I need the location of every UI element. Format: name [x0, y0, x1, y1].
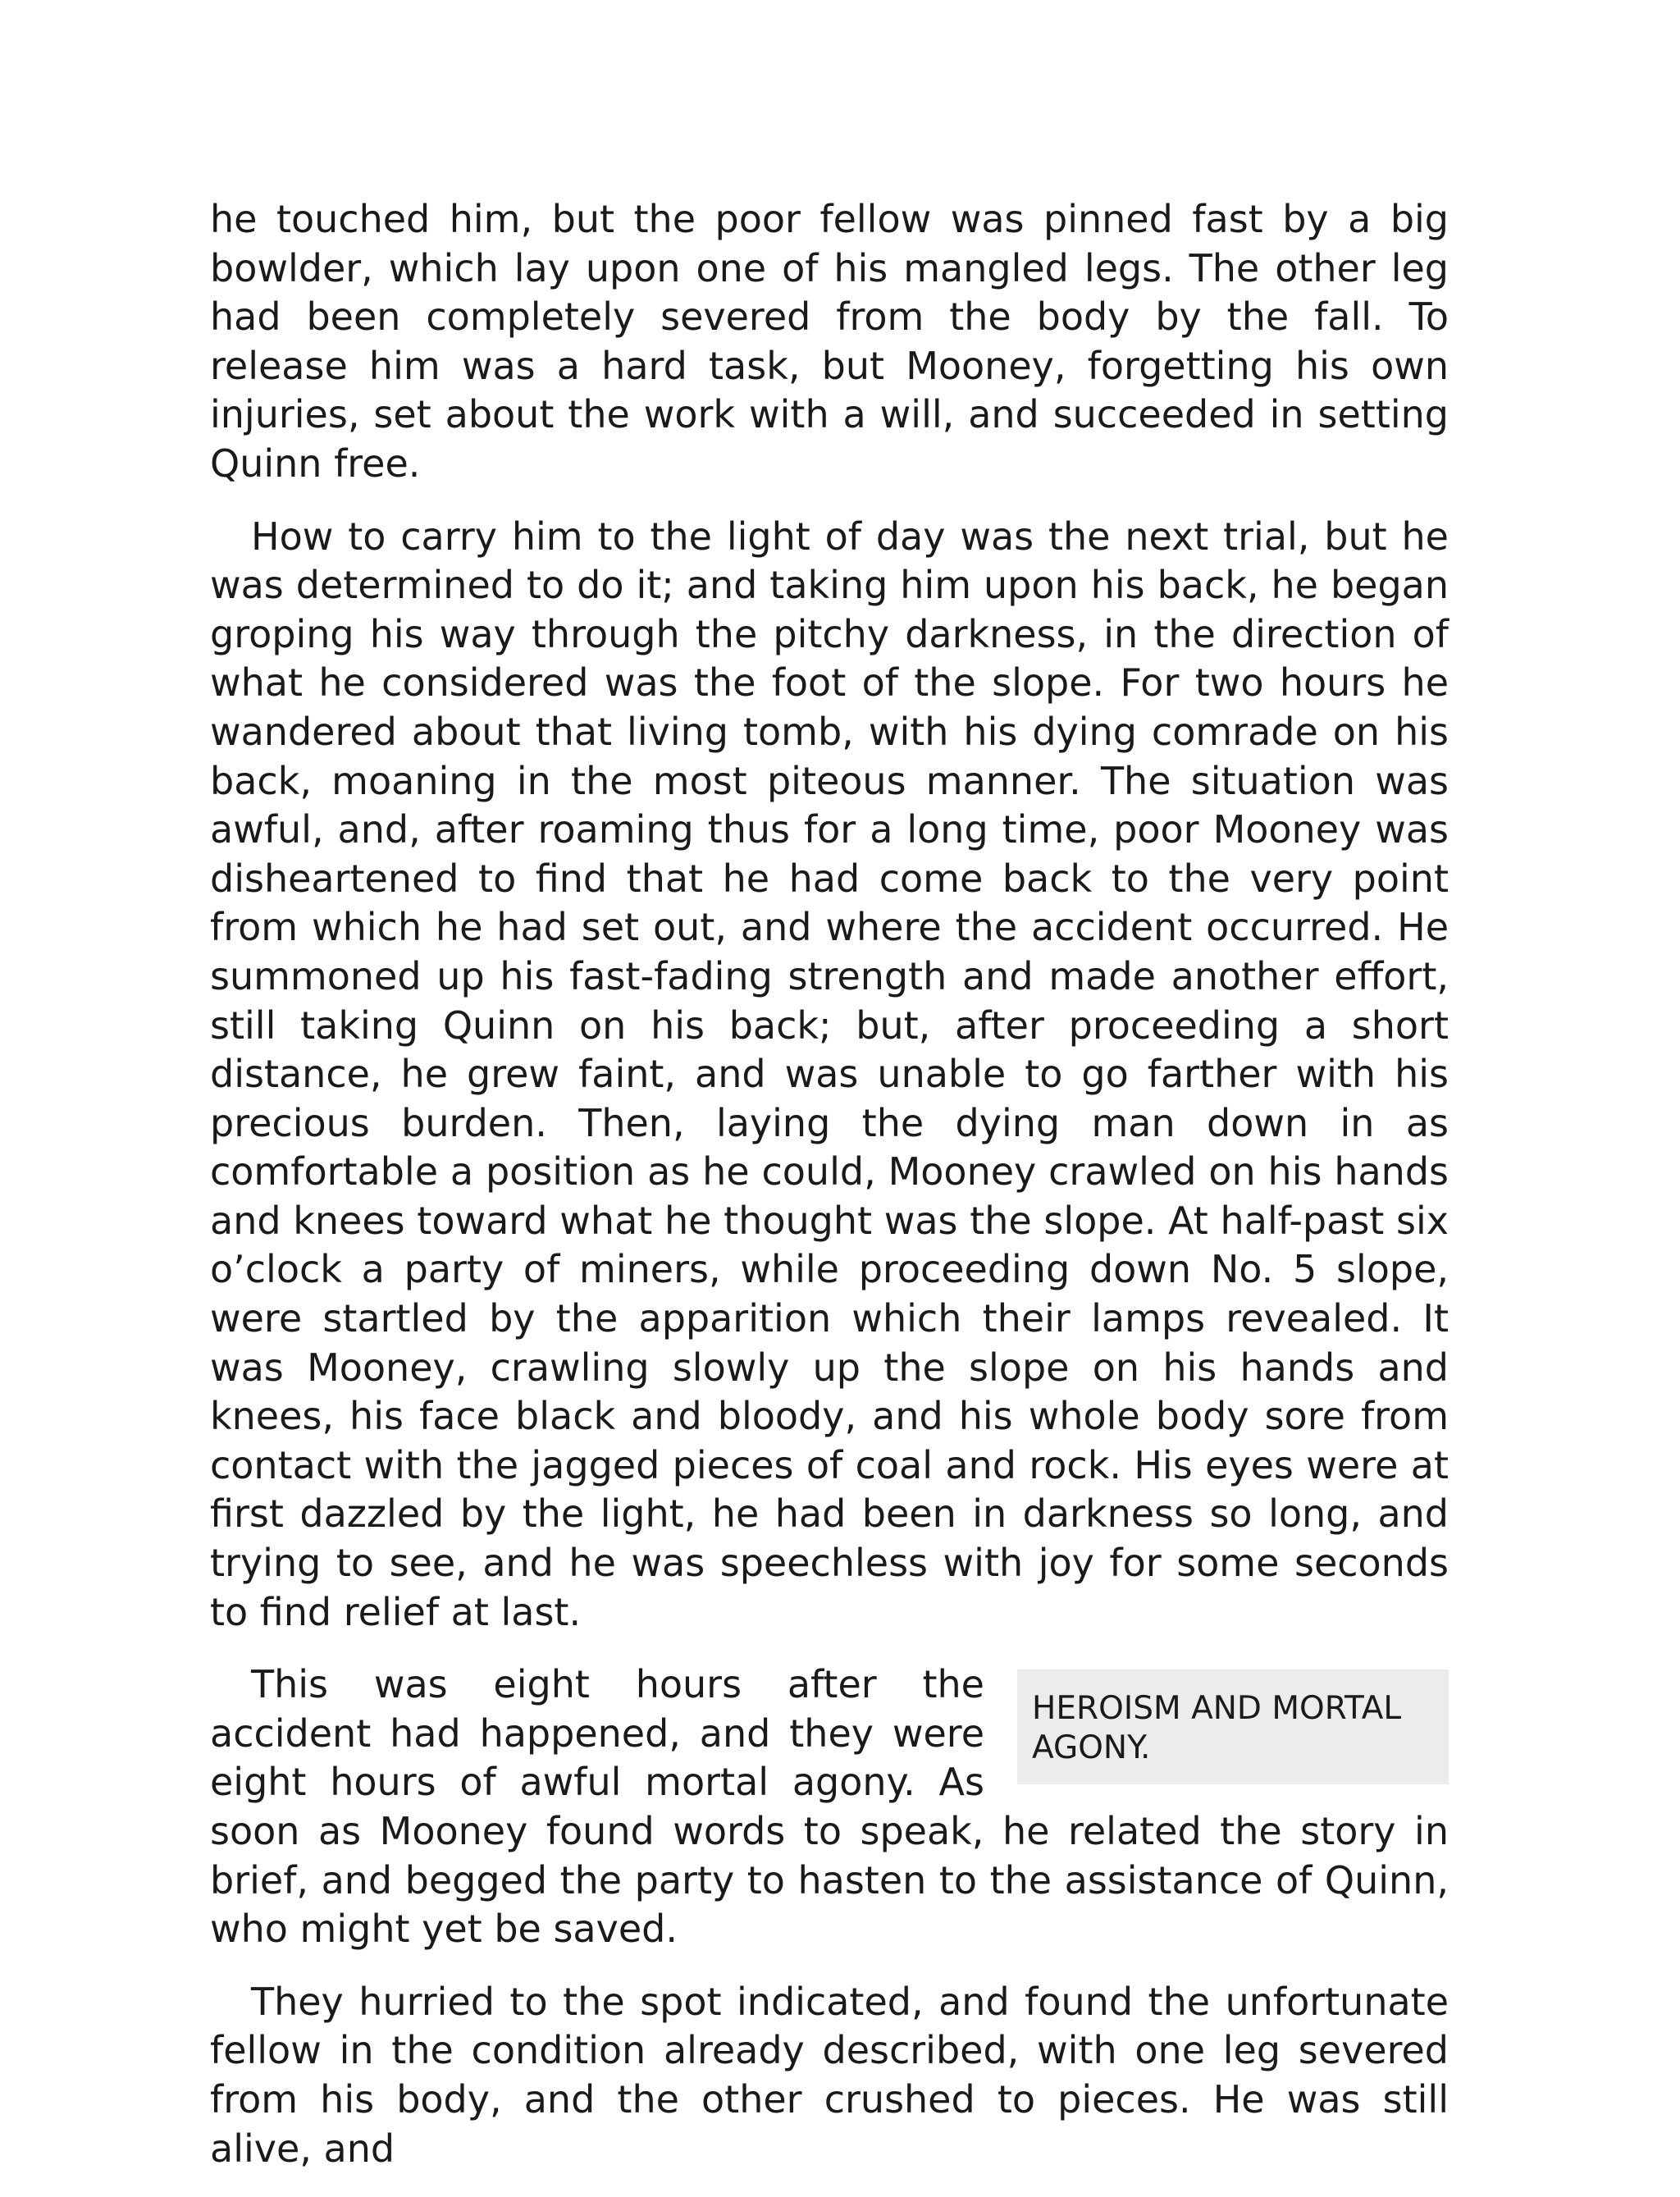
paragraph-2: How to carry him to the light of day was the next trial, but he was determined to do it; and taking him upon his back, he began groping his way through the pitchy darkness, in the direction of what he considered was the foot of the slope. For two hours he wandered about that living tomb, with his dying comrade on his back, moaning in the most piteous manner. The situation was awful, and, after roaming thus for a long time, poor Mooney was disheartened to find that he had come back to the very point from which he had set out, and where the accident occurred. He summoned up his fast-fading strength and made another effort, still taking Quinn on his back; but, after proceeding a short distance, he grew faint, and was unable to go farther with his precious burden. Then, laying the dying man down in as comfortable a position as he could, Mooney crawled on his hands and knees toward what he thought was the slope. At half-past six o’clock a party of miners, while proceeding down No. 5 slope, were startled by the apparition which their lamps revealed. It was Mooney, crawling slowly up the slope on his hands and knees, his face black and bloody, and his whole body sore from contact with the jagged pieces of coal and rock. His eyes were at first dazzled by the light, he had been in darkness so long, and trying to see, and he was speechless with joy for some seconds to find relief at last. [210, 514, 1449, 1634]
paragraph-4: They hurried to the spot indicated, and found the unfortunate fellow in the condition already described, with one leg severed from his body, and the other crushed to pieces. He was still alive, and [210, 1979, 1449, 2171]
page-body [210, 195, 1449, 2197]
paragraph-3-block [210, 1660, 1449, 1954]
margin-note: HEROISM AND MORTAL AGONY. [1017, 1669, 1449, 1784]
paragraph-3: This was eight hours after the accident had happened, and they were eight hours of awful mortal agony. As soon as Mooney found words to speak, he related the story in brief, and begged the party to hasten to the assistance of Quinn, who might yet be saved. [210, 1662, 1449, 1952]
paragraph-1: he touched him, but the poor fellow was pinned fast by a big bowlder, which lay upon one of his mangled legs. The other leg had been completely severed from the body by the fall. To release him was a hard task, but Mooney, forgetting his own injuries, set about the work with a will, and succeeded in setting Quinn free. [210, 197, 1449, 486]
